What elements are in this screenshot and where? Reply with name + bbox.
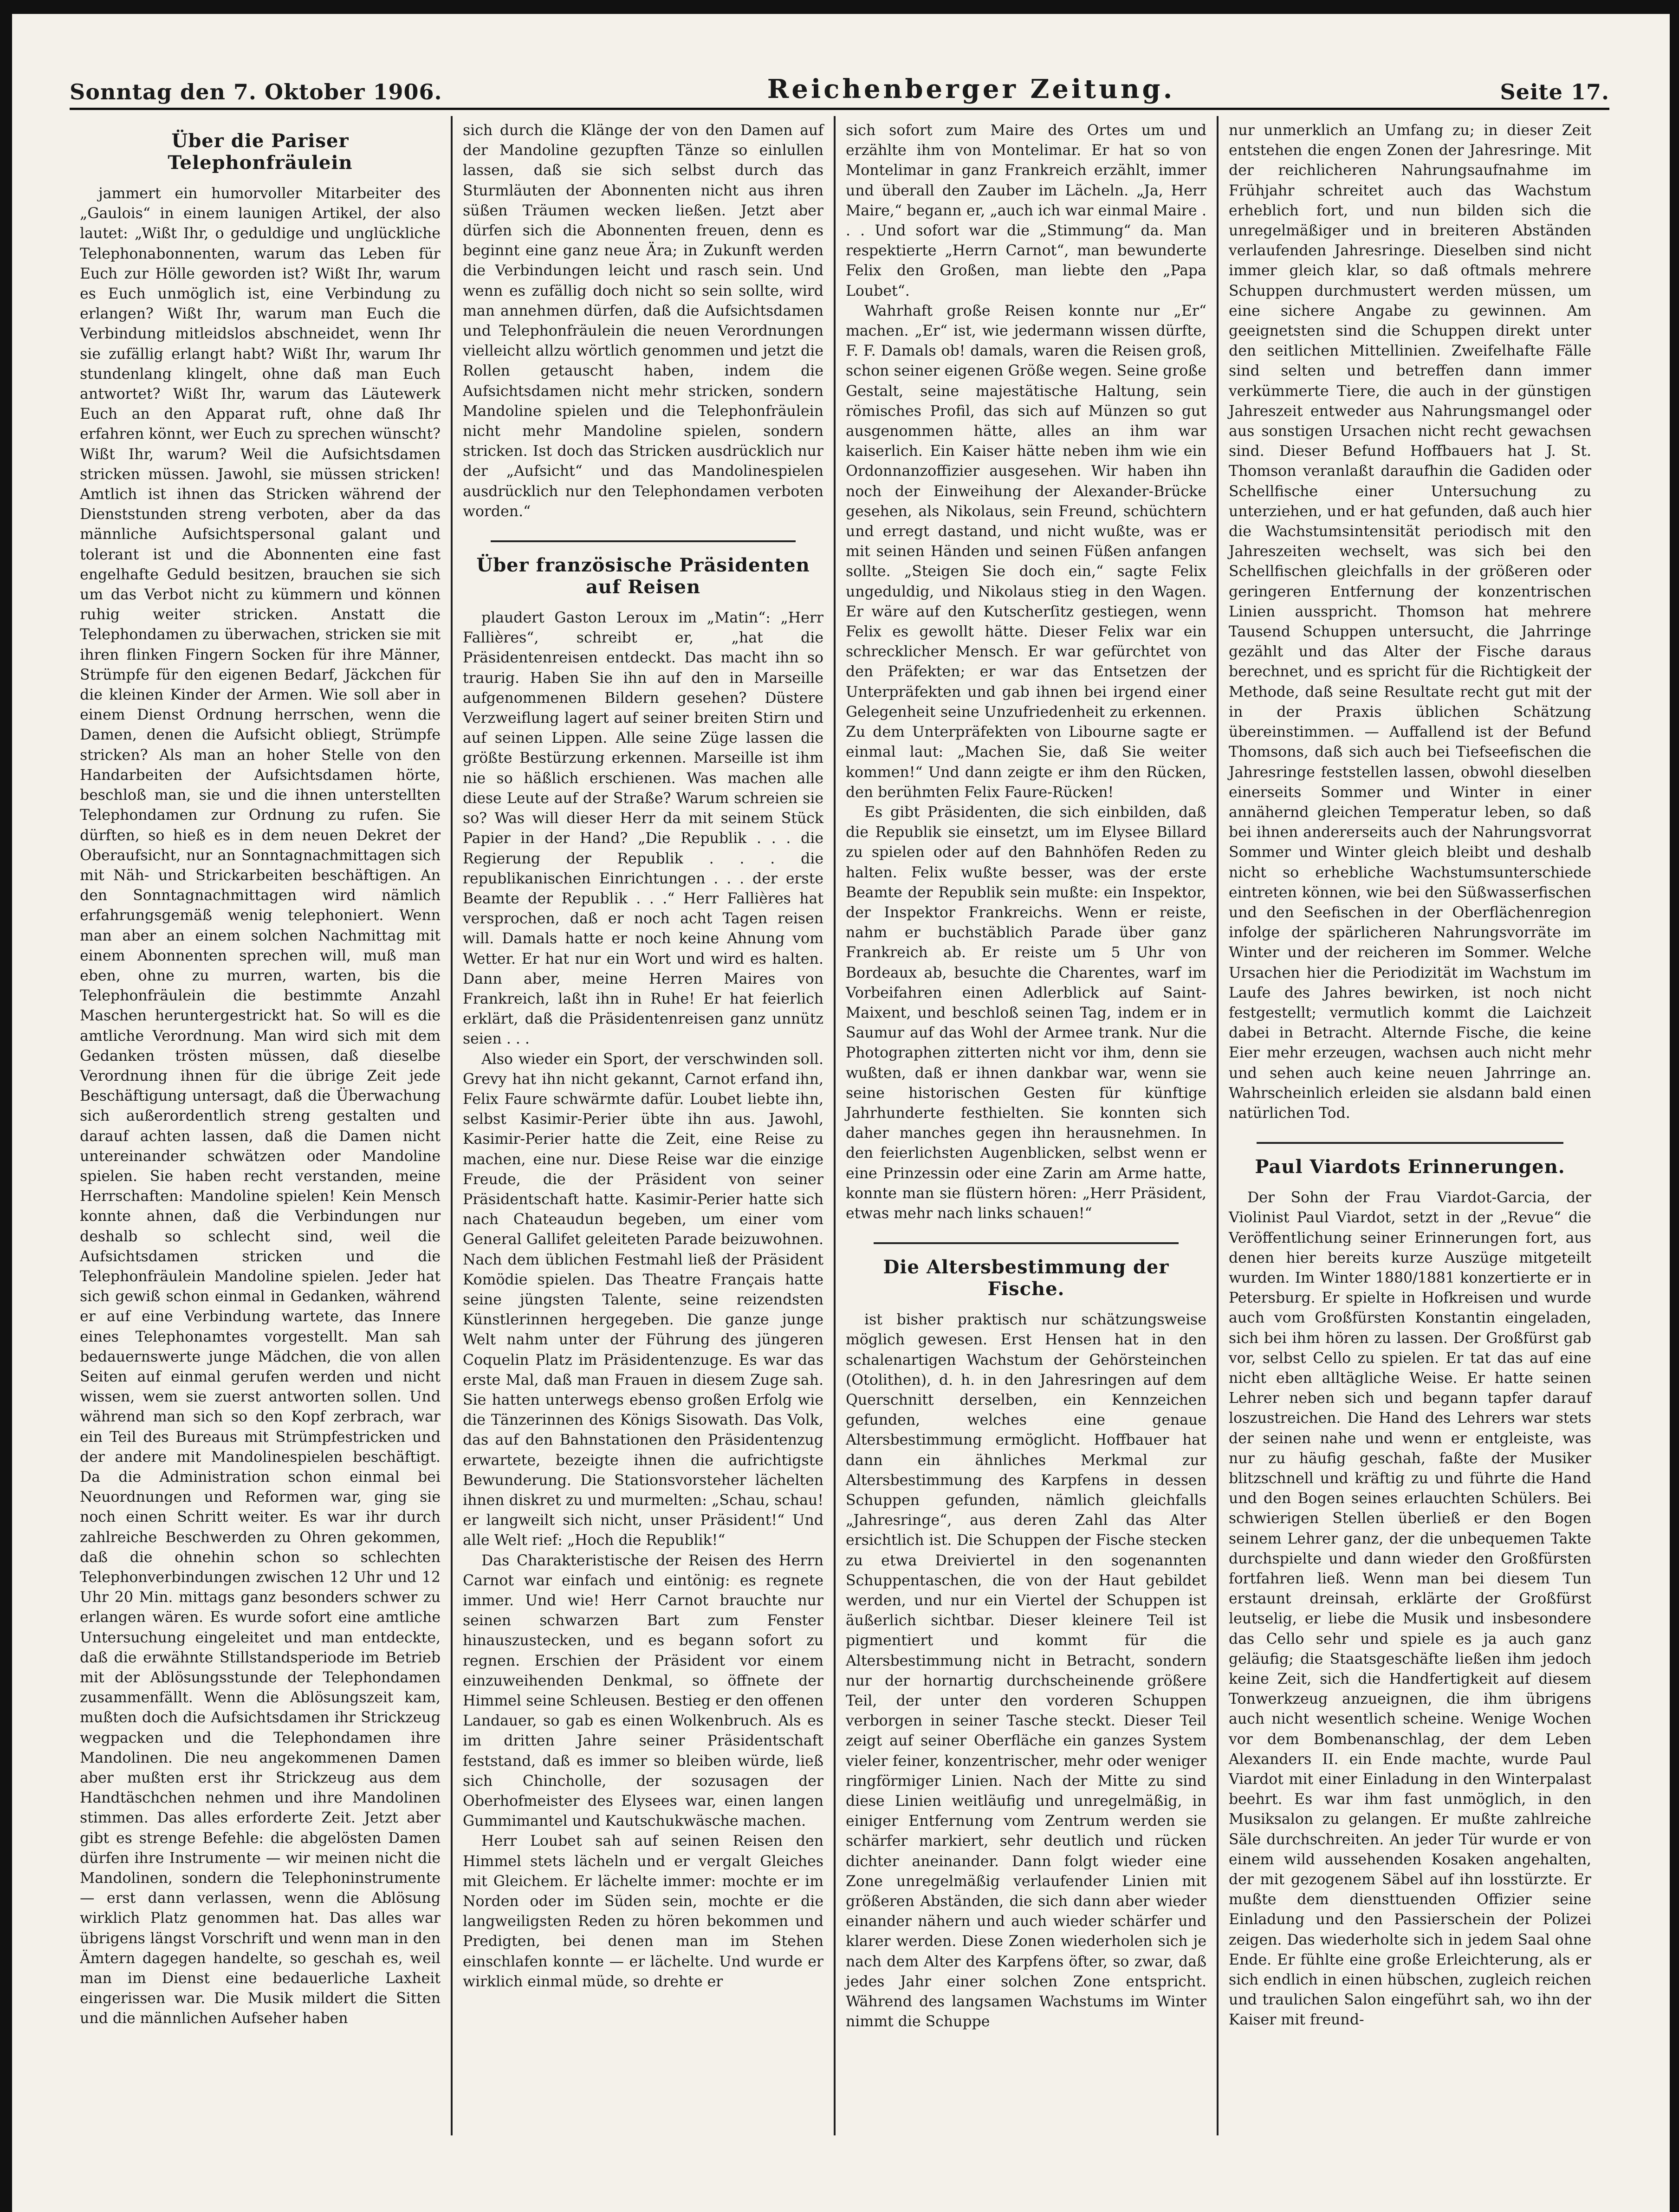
presidents-paragraph-6: Wahrhaft große Reisen konnte nur „Er“ machen. „Er“ ist, wie jedermann wissen dürfte, F. F. Damals ob! damals, waren die Reisen groß, schon seiner eigenen Größe wegen. Seine große Gestalt, seine majestätische Haltung, sein römisches Profil, das sich auf Münzen so gut ausgenommen hätte, alles an ihm war kaiserlich. Ein Kaiser hätte neben ihm wie ein Ordonnanzoffizier ausgesehen. Wir haben ihn noch der Einweihung der Alexander-Brücke gesehen, als Nikolaus, sein Freund, schüchtern und erregt dastand, und nicht wußte, was er mit seinen Händen und seinen Füßen anfangen sollte. „Steigen Sie doch ein,“ sagte Felix ungeduldig, und Nikolaus stieg in den Wagen. Er wäre auf den Kutscherſitz gestiegen, wenn Felix es gewollt hätte. Dieser Felix war ein schrecklicher Mensch. Er war gefürchtet von den Präfekten; er war das Entsetzen der Unterpräfekten und gab ihnen bei irgend einer Gelegenheit seine Unzufriedenheit zu erkennen. Zu dem Unterpräfekten von Libourne sagte er einmal laut: „Machen Sie, daß Sie weiter kommen!“ Und dann zeigte er ihm den Rücken, den berühmten Felix Faure-Rücken! xyxy=(846,302,1206,801)
article-divider xyxy=(1257,1142,1563,1144)
viardot-article-title: Paul Viardots Erinnerungen. xyxy=(1255,1156,1565,1178)
fish-article-title: Die Altersbestimmung der Fische. xyxy=(883,1256,1169,1300)
presidents-paragraph-3: Das Charakteristische der Reisen des Herrn Carnot war einfach und eintönig: es regnete immer. Und wie! Herr Carnot brauchte nur seinen schwarzen Bart zum Fenster hinauszustecken, und es begann sofort zu regnen. Erschien der Präsident vor einem einzuweihenden Denkmal, so öffnete der Himmel seine Schleusen. Bestieg er den offenen Landauer, so gab es einen Wolkenbruch. Als es im dritten Jahre seiner Präsidentschaft feststand, daß es immer so bleiben würde, ließ sich Chincholle, der sozusagen der Oberhofmeister des Elysees war, einen langen Gummimantel und Kautschukwäsche machen. xyxy=(463,1552,823,1830)
presidents-paragraph-2: Also wieder ein Sport, der verschwinden soll. Grevy hat ihn nicht gekannt, Carnot erfand ihn, Felix Faure schwärmte dafür. Loubet liebte ihn, selbst Kasimir-Perier übte ihn aus. Jawohl, Kasimir-Perier hatte die Zeit, eine Reise zu machen, eine nur. Diese Reise war die einzige Freude, die der Präsident von seiner Präsidentschaft hatte. Kasimir-Perier hatte sich nach Chateaudun begeben, um einer vom General Gallifet geleiteten Parade beizuwohnen. Nach dem üblichen Festmahl ließ der Präsident Komödie spielen. Das Theatre Français hatte seine jüngsten Talente, seine reizendsten Künstlerinnen hergegeben. Die ganze junge Welt nahm unter der Führung des jüngeren Coquelin Platz im Präsidentenzuge. Es war das erste Mal, daß man Frauen in diesem Zuge sah. Sie hatten unterwegs ebenso großen Erfolg wie die Tänzerinnen des Königs Sisowath. Das Volk, das auf den Bahnstationen den Präsidentenzug erwartete, bezeigte ihnen die aufrichtigste Bewunderung. Die Stationsvorsteher lächelten ihnen diskret zu und murmelten: „Schau, schau! er langweilt sich nicht, unser Präsident!“ Und alle Welt rief: „Hoch die Republik!“ xyxy=(463,1051,823,1549)
columns xyxy=(70,116,1601,2135)
column-3 xyxy=(836,116,1219,2135)
page-number: Seite 17. xyxy=(1500,79,1609,104)
scan-border-top xyxy=(0,0,1679,14)
newspaper-title: Reichenberger Zeitung. xyxy=(767,74,1175,104)
telephone-paragraph-1: jammert ein humorvoller Mitarbeiter des „Gaulois“ in einem launigen Artikel, der also lautet: „Wißt Ihr, o geduldige und unglückliche Telephonabonnenten, warum das Leben für Euch zur Hölle geworden ist? Wißt Ihr, warum es Euch unmöglich ist, eine Verbindung zu erlangen? Wißt Ihr, warum man Euch die Verbindung mitleidslos abschneidet, wenn Ihr sie zufällig erlangt habt? Wißt Ihr, warum Ihr stundenlang klingelt, ohne daß man Euch antwortet? Wißt Ihr, warum das Läutewerk Euch an den Apparat ruft, ohne daß Ihr erfahren könnt, wer Euch zu sprechen wünscht? Wißt Ihr, warum? Weil die Aufsichtsdamen stricken müssen. Jawohl, sie müssen stricken! Amtlich ist ihnen das Stricken während der Dienststunden streng verboten, aber da das männliche Aufsichtspersonal galant und tolerant ist und die Abonnenten eine fast engelhafte Geduld besitzen, brauchen sie sich um das Verbot nicht zu kümmern und können ruhig weiter stricken. Anstatt die Telephondamen zu überwachen, stricken sie mit ihren flinken Fingern Socken für ihre Männer, Strümpfe für den eigenen Bedarf, Jäckchen für die kleinen Kinder der Armen. Wie soll aber in einem Dienst Ordnung herrschen, wenn die Damen, denen die Aufsicht obliegt, Strümpfe stricken? Als man an hoher Stelle von den Handarbeiten der Aufsichtsdamen hörte, beschloß man, sie und die ihnen unterstellten Telephondamen zur Ordnung zu rufen. Sie dürften, so hieß es in dem neuen Dekret der Oberaufsicht, nur an Sonntagnachmittagen sich mit Näh- und Strickarbeiten beschäftigen. An den Sonntagnachmittagen wird nämlich erfahrungsgemäß wenig telephoniert. Wenn man aber an einem solchen Nachmittag mit einem Abonnenten sprechen will, muß man eben, ohne zu murren, warten, bis die Telephonfräulein die bestimmte Anzahl Maschen heruntergestrickt hat. So will es die amtliche Verordnung. Man wird sich mit dem Gedanken trösten müssen, daß dieselbe Verordnung ihnen für die übrige Zeit jede Beschäftigung untersagt, daß die Überwachung sich außerordentlich streng gestalten und darauf achten lassen, daß die Damen nicht untereinander schwätzen oder Mandoline spielen. Sie haben recht verstanden, meine Herrschaften: Mandoline spielen! Kein Mensch konnte ahnen, daß die Verbindungen nur deshalb so schlecht sind, weil die Aufsichtsdamen stricken und die Telephonfräulein Mandoline spielen. Jeder hat sich gewiß schon einmal in Gedanken, während er auf eine Verbindung wartete, das Innere eines Telephonamtes vorgestellt. Man sah bedauernswerte junge Mädchen, die von allen Seiten auf einmal gerufen werden und nicht wissen, wem sie zuerst antworten sollen. Und während man sich so den Kopf zerbrach, war ein Teil des Bureaus mit Strümpfestricken und der andere mit Mandolinespielen beschäftigt. Da die Administration schon einmal bei Neuordnungen und Reformen war, ging sie noch einen Schritt weiter. Es war ihr durch zahlreiche Beschwerden zu Ohren gekommen, daß die ohnehin schon so schlechten Telephonverbindungen zwischen 12 Uhr und 12 Uhr 20 Min. mittags ganz besonders schwer zu erlangen wären. Es wurde sofort eine amtliche Untersuchung eingeleitet und man entdeckte, daß die erwähnte Stillstandsperiode im Betrieb mit der Ablösungsstunde der Telephondamen zusammenfällt. Wenn die Ablösungszeit kam, mußten doch die Aufsichtsdamen ihr Strickzeug wegpacken und die Telephondamen ihre Mandolinen. Die neu angekommenen Damen aber mußten erst ihr Strickzeug aus dem Handtäschchen nehmen und ihre Mandolinen stimmen. Das alles erforderte Zeit. Jetzt aber gibt es strenge Befehle: die abgelösten Damen dürfen ihre Instrumente — wir meinen nicht die Mandolinen, sondern die Telephoninstrumente — erst dann verlassen, wenn die Ablösung wirklich Platz genommen hat. Das alles war übrigens längst Vorschrift und wenn man in den Ämtern dagegen handelte, so geschah es, weil man im Dienst eine bedauerliche Laxheit eingerissen war. Die Musik mildert die Sitten und die männlichen Aufseher haben xyxy=(80,185,441,2027)
page-header xyxy=(70,63,1609,104)
column-1 xyxy=(70,116,453,2135)
presidents-paragraph-5: sich sofort zum Maire des Ortes um und erzählte ihm von Montelimar. Er hat so von Montelimar in ganz Frankreich erzählt, immer und überall den Zauber im Lächeln. „Ja, Herr Maire,“ begann er, „auch ich war einmal Maire . . . Und sofort war die „Stimmung“ da. Man respektierte „Herrn Carnot“, man bewunderte Felix den Großen, man liebte den „Papa Loubet“. xyxy=(846,122,1206,299)
presidents-paragraph-1: plaudert Gaston Leroux im „Matin“: „Herr Fallières“, schreibt er, „hat die Präsidentenreisen entdeckt. Das macht ihn so traurig. Haben Sie ihn auf den in Marseille aufgenommenen Bildern gesehen? Düstere Verzweiflung lagert auf seiner breiten Stirn und auf seinen Lippen. Alle seine Züge lassen die größte Bestürzung erkennen. Marseille ist ihm nie so häßlich erschienen. Was machen alle diese Leute auf der Straße? Warum schreien sie so? Was will dieser Herr da mit seinem Stück Papier in der Hand? „Die Republik . . . die Regierung der Republik . . . die republikanischen Einrichtungen . . . der erste Beamte der Republik . . .“ Herr Fallières hat versprochen, daß er noch acht Tagen reisen will. Damals hatte er noch keine Ahnung vom Wetter. Er hat nur ein Wort und wird es halten. Dann aber, meine Herren Maires von Frankreich, laßt ihn in Ruhe! Er hat feierlich erklärt, daß die Präsidentenreisen ganz unnütz seien . . . xyxy=(463,610,823,1048)
header-divider xyxy=(70,108,1609,110)
presidents-paragraph-7: Es gibt Präsidenten, die sich einbilden, daß die Republik sie einsetzt, um im Elysee Billard zu spielen oder auf den Bahnhöfen Reden zu halten. Felix wußte besser, was der erste Beamte der Republik sein mußte: ein Inspektor, der Inspektor Frankreichs. Wenn er reiste, nahm er buchstäblich Parade über ganz Frankreich ab. Er reiste um 5 Uhr von Bordeaux ab, besuchte die Charentes, warf im Vorbeifahren einen Adlerblick auf Saint-Maixent, und beschloß seinen Tag, indem er in Saumur auf das Wohl der Armee trank. Nur die Photographen zitterten nicht vor ihm, denn sie wußten, daß er ihnen dankbar war, wenn sie seine historischen Gesten für künftige Jahrhunderte festhielten. Sie konnten sich daher manches gegen ihn herausnehmen. In den feierlichsten Augenblicken, selbst wenn er eine Prinzessin oder eine Zarin am Arme hatte, konnte man sie flüstern hören: „Herr Präsident, etwas mehr nach links schauen!“ xyxy=(846,804,1206,1222)
telephone-article-title: Über die Pariser Telephonfräulein xyxy=(168,130,353,174)
viardot-paragraph-1: Der Sohn der Frau Viardot-Garcia, der Violinist Paul Viardot, setzt in der „Revue“ die Veröffentlichung seiner Erinnerungen fort, aus denen hier bereits kurze Auszüge mitgeteilt wurden. Im Winter 1880/1881 konzertierte er in Petersburg. Er spielte in Hofkreisen und wurde auch vom Großfürsten Konstantin eingeladen, sich bei ihm hören zu lassen. Der Großfürst gab vor, selbst Cello zu spielen. Er tat das auf eine nicht eben alltägliche Weise. Er hatte seinen Lehrer neben sich und begann tapfer darauf loszustreichen. Die Hand des Lehrers war stets der seinen nahe und wenn er entgleiste, was nur zu häufig geschah, faßte der Musiker blitzschnell und kräftig zu und führte die Hand und den Bogen seines erlauchten Schülers. Bei schwierigen Stellen überließ er den Bogen seinem Lehrer ganz, der die unbequemen Takte durchspielte und dann wieder den Großfürsten fortfahren ließ. Wenn man bei diesem Tun erstaunt dreinsah, erklärte der Großfürst leutselig, er liebe die Musik und insbesondere das Cello sehr und spiele es ja auch ganz geläufig; die Staatsgeschäfte ließen ihm jedoch keine Zeit, sich die Handfertigkeit auf diesem Tonwerkzeug anzueignen, die ihm übrigens auch nicht wesentlich scheine. Wenige Wochen vor dem Bombenanschlag, der dem Leben Alexanders II. ein Ende machte, wurde Paul Viardot mit einer Einladung in den Winterpalast beehrt. Es war ihm fast unmöglich, in den Musiksalon zu gelangen. Er mußte zahlreiche Säle durchschreiten. An jeder Tür wurde er von einem wild aussehenden Kosaken angehalten, der mit gezogenem Säbel auf ihn losstürzte. Er mußte dem diensttuenden Offizier seine Einladung und den Passierschein der Polizei zeigen. Das wiederholte sich in jedem Saal ohne Ende. Er fühlte eine große Erleichterung, als er sich endlich in einen hübschen, zugleich reichen und traulichen Salon eingeführt sah, wo ihn der Kaiser mit freund- xyxy=(1229,1189,1591,2029)
column-2 xyxy=(453,116,836,2135)
column-4 xyxy=(1219,116,1601,2135)
presidents-paragraph-4: Herr Loubet sah auf seinen Reisen den Himmel stets lächeln und er vergalt Gleiches mit Gleichem. Er lächelte immer: mochte er im Norden oder im Süden sein, mochte er die langweiligsten Reden zu hören bekommen und Predigten, bei denen man im Stehen einschlafen konnte — er lächelte. Und wurde er wirklich einmal müde, so drehte er xyxy=(463,1833,823,1990)
scan-border-left xyxy=(0,0,12,2212)
presidents-article-title: Über französische Präsidenten auf Reisen xyxy=(476,554,810,598)
fish-paragraph-2: nur unmerklich an Umfang zu; in dieser Zeit entstehen die engen Zonen der Jahresringe. Mit der reichlicheren Nahrungsaufnahme im Frühjahr schreitet auch das Wachstum erheblich fort, und nun bilden sich die unregelmäßiger und in breiteren Abständen verlaufenden Jahresringe. Dieselben sind nicht immer gleich klar, so daß oftmals mehrere Schuppen durchmustert werden müssen, um eine sichere Angabe zu gewinnen. Am geeignetsten sind die Schuppen direkt unter den seitlichen Mittellinien. Zweifelhafte Fälle sind selten und betreffen dann immer verkümmerte Tiere, die auch in der günstigen Jahreszeit entweder aus Nahrungsmangel oder aus sonstigen Ursachen nicht recht gewachsen sind. Dieser Befund Hoffbauers hat J. St. Thomson veranlaßt daraufhin die Gadiden oder Schellfische einer Untersuchung zu unterziehen, und er hat gefunden, daß auch hier die Wachstumsintensität periodisch mit den Jahreszeiten wechselt, was sich bei den Schellfischen gleichfalls in der größeren oder geringeren Entfernung der konzentrischen Linien ausspricht. Thomson hat mehrere Tausend Schuppen untersucht, die Jahrringe gezählt und das Alter der Fische daraus berechnet, und es spricht für die Richtigkeit der Methode, daß seine Resultate recht gut mit der in der Praxis üblichen Schätzung übereinstimmen. — Auffallend ist der Befund Thomsons, daß sich auch bei Tiefseefischen die Jahresringe feststellen lassen, obwohl dieselben einerseits Sommer und Winter in einer annähernd gleichen Temperatur leben, so daß bei ihnen andererseits auch der Nahrungsvorrat Sommer und Winter gleich bleibt und deshalb nicht so erhebliche Wachstumsunterschiede eintreten können, wie bei den Süßwasserfischen und den Seefischen in der Oberflächenregion infolge der spärlicheren Nahrungsvorräte im Winter und der reicheren im Sommer. Welche Ursachen hier die Periodizität im Wachstum im Laufe des Jahres bewirken, ist noch nicht festgestellt; vermutlich kommt die Laichzeit dabei in Betracht. Alternde Fische, die keine Eier mehr erzeugen, wachsen auch nicht mehr und sehen auch keine neuen Jahrringe an. Wahrscheinlich erleiden sie alsdann bald einen natürlichen Tod. xyxy=(1229,122,1591,1122)
telephone-paragraph-2: sich durch die Klänge der von den Damen auf der Mandoline gezupften Tänze so einlullen lassen, daß sie sich selbst durch das Sturmläuten der Abonnenten nicht aus ihren süßen Träumen wecken ließen. Jetzt aber dürfen sich die Abonnenten freuen, denn es beginnt eine ganz neue Ära; in Zukunft werden die Verbindungen leicht und rasch sein. Und wenn es zufällig doch nicht so sein sollte, wird man annehmen dürfen, daß die Aufsichtsdamen und Telephonfräulein die neuen Verordnungen vielleicht allzu wörtlich genommen und jetzt die Rollen getauscht haben, indem die Aufsichtsdamen nicht mehr stricken, sondern Mandoline spielen und die Telephonfräulein nicht mehr Mandoline spielen, sondern stricken. Ist doch das Stricken ausdrücklich nur der „Aufsicht“ und das Mandolinespielen ausdrücklich nur den Telephondamen verboten worden.“ xyxy=(463,122,823,520)
article-divider xyxy=(491,540,796,542)
fish-paragraph-1: ist bisher praktisch nur schätzungsweise möglich gewesen. Erst Hensen hat in den schalenartigen Wachstum der Gehörsteinchen (Otolithen), d. h. in den Jahresringen auf dem Querschnitt derselben, ein Kennzeichen gefunden, welches eine genaue Altersbestimmung ermöglicht. Hoffbauer hat dann ein ähnliches Merkmal zur Altersbestimmung des Karpfens in dessen Schuppen gefunden, nämlich gleichfalls „Jahresringe“, aus deren Zahl das Alter ersichtlich ist. Die Schuppen der Fische stecken zu etwa Dreiviertel in den sogenannten Schuppentaschen, die von der Haut gebildet werden, und nur ein Viertel der Schuppen ist äußerlich sichtbar. Dieser kleinere Teil ist pigmentiert und kommt für die Altersbestimmung nicht in Betracht, sondern nur der hornartig durchscheinende größere Teil, der unter den vorderen Schuppen verborgen in seiner Tasche steckt. Dieser Teil zeigt auf seiner Oberfläche ein ganzes System vieler feiner, konzentrischer, mehr oder weniger ringförmiger Linien. Nach der Mitte zu sind diese Linien weitläufig und unregelmäßig, in einiger Entfernung vom Zentrum werden sie schärfer markiert, sehr deutlich und rücken dichter aneinander. Dann folgt wieder eine Zone unregelmäßig verlaufender Linien mit größeren Abständen, die sich dann aber wieder einander nähern und auch wieder schärfer und klarer werden. Diese Zonen wiederholen sich je nach dem Alter des Karpfens öfter, so zwar, daß jedes Jahr einer solchen Zone entspricht. Während des langsamen Wachstums im Winter nimmt die Schuppe xyxy=(846,1311,1206,2030)
scan-border-right xyxy=(1670,0,1679,2212)
header-date: Sonntag den 7. Oktober 1906. xyxy=(70,79,442,104)
article-divider xyxy=(874,1242,1179,1244)
